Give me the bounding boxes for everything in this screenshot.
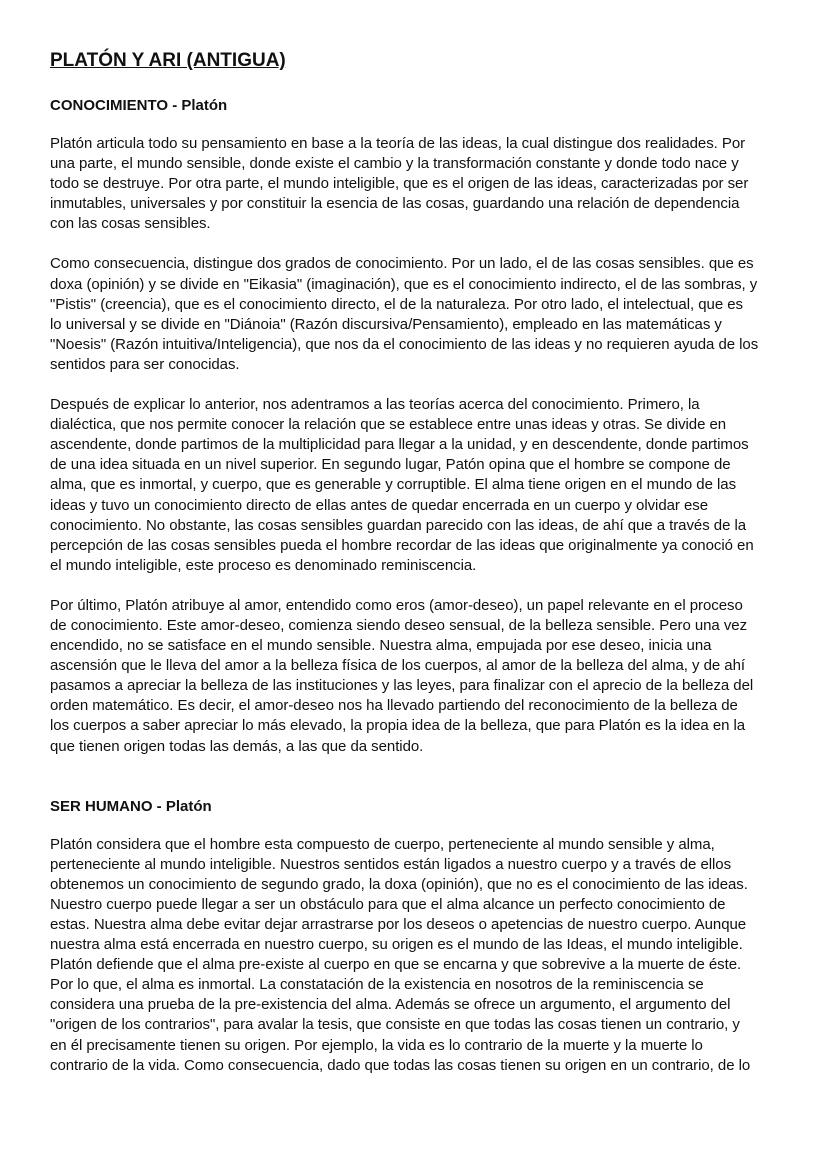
text-line: Por último, Platón atribuye al amor, entendido como eros (amor-deseo), un papel relevante en el proceso [50,596,743,614]
text-line: "Pistis" (creencia), que es el conocimiento directo, el de la naturaleza. Por otro lado, el intelectual, que es [50,295,743,313]
text-line: de conocimiento. Este amor-deseo, comienza siendo deseo sensual, de la belleza sensible. Pero una vez [50,616,748,634]
text-line: inmutables, universales y por constituir la esencia de las cosas, guardando una relación de dependencia [50,195,740,213]
text-line: los cuerpos a saber apreciar lo más elevado, la propia idea de la belleza, que para Platón es la idea en la [50,717,746,735]
text-line: una parte, el mundo sensible, donde existe el cambio y la transformación constante y donde todo nace y [50,155,739,173]
text-line: percepción de las cosas sensibles pueda el hombre recordar de las ideas que originalmente ya conoció en [50,536,754,554]
text-line: todo se destruye. Por otra parte, el mundo inteligible, que es el origen de las ideas, caracterizadas por ser [50,175,749,193]
document-title: PLATÓN Y ARI (ANTIGUA) [50,50,286,71]
text-line: lo universal y se divide en "Diánoia" (Razón discursiva/Pensamiento), empleado en las matemáticas y [50,315,722,333]
text-line: ascensión que le lleva del amor a la belleza física de los cuerpos, al amor de la belleza del alma, y de ahí [50,657,746,675]
section-heading: SER HUMANO - Platón [50,797,212,815]
text-line: con las cosas sensibles. [50,215,211,233]
text-line: alma, que es inmortal, y cuerpo, que es generable y corruptible. El alma tiene origen en el mundo de las [50,476,737,494]
text-line: Platón defiende que el alma pre-existe al cuerpo en que se encarna y que sobrevive a la muerte de éste. [50,956,742,974]
text-line: en él precisamente tienen su origen. Por ejemplo, la vida es lo contrario de la muerte y la muerte lo [50,1036,703,1054]
document-page [50,48,790,1096]
text-line: dialéctica, que nos permite conocer la relación que se establece entre unas ideas y otras. Se divide en [50,416,727,434]
paragraph [50,134,790,234]
text-line: perteneciente al mundo inteligible. Nuestros sentidos están ligados a nuestro cuerpo y a través de ellos [50,855,732,873]
text-line: que tienen origen todas las demás, a las que da sentido. [50,737,424,755]
text-line: sentidos para ser conocidas. [50,355,240,373]
text-line: de una idea situada en un nivel superior. En segundo lugar, Patón opina que el hombre se compone de [50,456,731,474]
text-line: contrario de la vida. Como consecuencia, dado que todas las cosas tienen su origen en un contrario, de lo [50,1056,751,1074]
text-line: Nuestro cuerpo puede llegar a ser un obstáculo para que el alma alcance un perfecto conocimiento de [50,895,726,913]
text-line: estas. Nuestra alma debe evitar dejar arrastrarse por los deseos o apetencias de nuestro cuerpo. Aunque [50,916,747,933]
text-line: "origen de los contrarios", para avalar la tesis, que consiste en que todas las cosas tienen un contrario, y [50,1016,740,1034]
text-line: ideas y tuvo un conocimiento directo de ellas antes de quedar encerrada en un cuerpo y olvidar ese [50,496,709,514]
text-line: Platón articula todo su pensamiento en base a la teoría de las ideas, la cual distingue dos realidades. Por [50,135,746,152]
section-ser-humano [50,797,790,1076]
text-line: Por lo que, el alma es inmortal. La constatación de la existencia en nosotros de la reminiscencia se [50,976,704,994]
paragraph [50,596,790,757]
paragraph [50,835,790,1076]
text-line: pasamos a apreciar la belleza de las instituciones y las leyes, para finalizar con el aprecio de la belleza del [50,677,754,695]
section-spacer [50,777,790,797]
paragraph [50,395,790,576]
text-line: obtenemos un conocimiento de segundo grado, la doxa (opinión), que no es el conocimiento de las ideas. [50,875,748,893]
text-line: doxa (opinión) y se divide en "Eikasia" (imaginación), que es el conocimiento indirecto, el de las sombras, y [50,275,758,293]
text-line: nuestra alma está encerrada en nuestro cuerpo, su origen es el mundo de las Ideas, el mundo inteligible. [50,936,743,954]
text-line: considera una prueba de la pre-existencia del alma. Además se ofrece un argumento, el argumento del [50,996,731,1014]
section-conocimiento [50,96,790,757]
text-line: conocimiento. No obstante, las cosas sensibles guardan parecido con las ideas, de ahí que a través de la [50,516,747,534]
section-heading: CONOCIMIENTO - Platón [50,97,228,114]
text-line: encendido, no se satisface en el mundo sensible. Nuestra alma, empujada por ese deseo, inicia una [50,637,712,655]
text-line: orden matemático. Es decir, el amor-deseo nos ha llevado partiendo del reconocimiento de la belleza de [50,697,738,715]
text-line: ascendente, donde partimos de la multiplicidad para llegar a la unidad, y en descendente, donde partimos [50,436,749,454]
text-line: Platón considera que el hombre esta compuesto de cuerpo, perteneciente al mundo sensible y alma, [50,835,715,853]
text-line: "Noesis" (Razón intuitiva/Inteligencia), que nos da el conocimiento de las ideas y no requieren ayuda de los [50,335,759,353]
paragraph [50,254,790,375]
text-line: Después de explicar lo anterior, nos adentramos a las teorías acerca del conocimiento. Primero, la [50,396,700,414]
text-line: el mundo inteligible, este proceso es denominado reminiscencia. [50,556,477,574]
text-line: Como consecuencia, distingue dos grados de conocimiento. Por un lado, el de las cosas sensibles. que es [50,255,754,273]
